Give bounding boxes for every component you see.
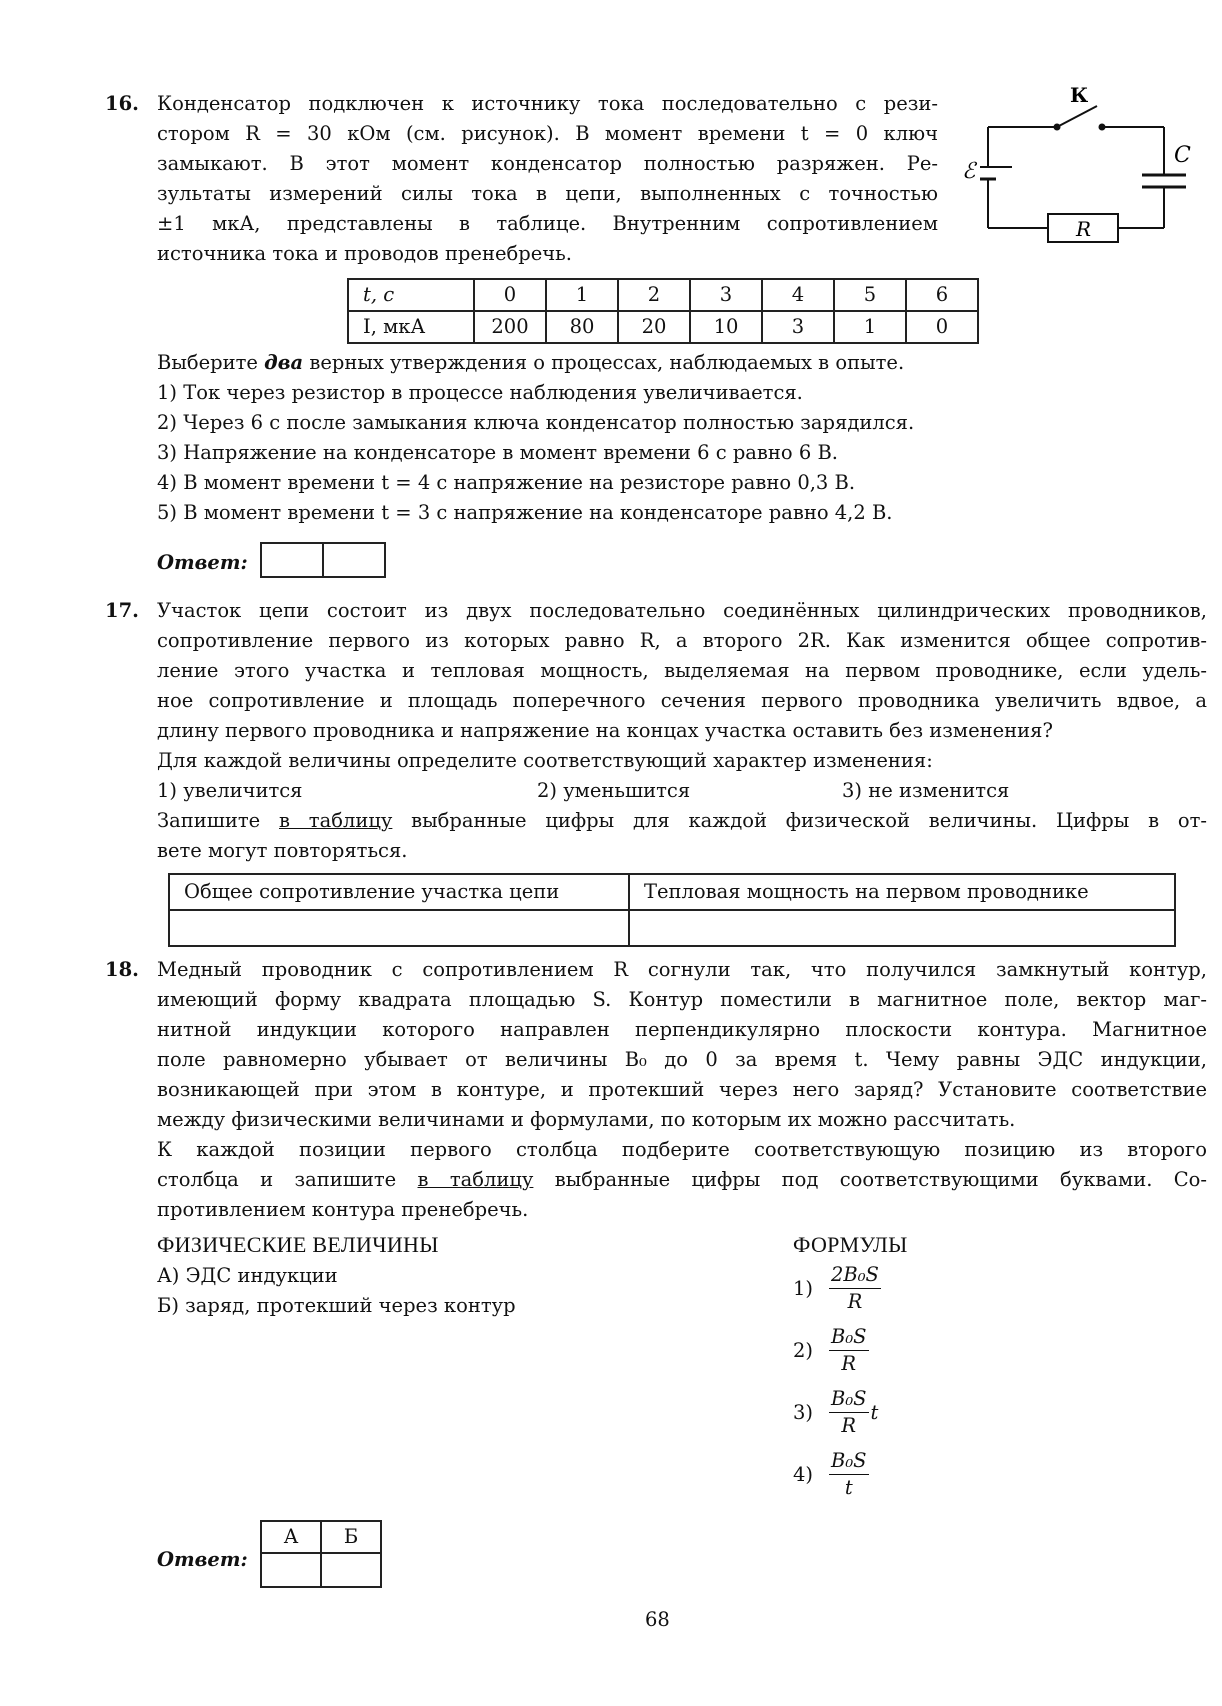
q16-prompt-bold: два: [264, 351, 304, 374]
formula-fraction: [829, 1262, 881, 1315]
q17-line-1: Участок цепи состоит из двух последовательно соединённых цилиндрических проводников,: [157, 599, 1207, 622]
q16-line-1: Конденсатор подключен к источнику тока последовательно с рези-: [157, 92, 938, 115]
q18-col1-heading: ФИЗИЧЕСКИЕ ВЕЛИЧИНЫ: [157, 1232, 439, 1257]
table-cell: 1: [834, 311, 906, 343]
emf-label: ℰ: [962, 159, 976, 184]
q17-header-resistance: Общее сопротивление участка цепи: [169, 874, 629, 910]
table-cell: 0: [906, 311, 978, 343]
q17-instr-pre: Запишите: [157, 809, 280, 832]
table-row-time: [348, 279, 978, 311]
table-cell: 0: [474, 279, 546, 311]
q18-answer-label: Ответ:: [157, 1548, 248, 1571]
question-17-text: [157, 596, 1207, 776]
formula-denominator: R: [841, 1352, 857, 1375]
circuit-diagram: [960, 82, 1200, 252]
q16-prompt: [157, 348, 1207, 378]
q16-line-5: ±1 мкА, представлены в таблице. Внутренним сопротивлением: [157, 212, 938, 235]
formula-denominator: t: [844, 1476, 853, 1499]
table-cell: 3: [690, 279, 762, 311]
q16-option-1: 1) Ток через резистор в процессе наблюдения увеличивается.: [157, 381, 803, 404]
q18-line-4: поле равномерно убывает от величины B₀ до 0 за время t. Чему равны ЭДС индукции,: [157, 1048, 1207, 1071]
formula-fraction: [829, 1324, 869, 1377]
table-cell: 3: [762, 311, 834, 343]
formula-numerator: 2B₀S: [829, 1262, 881, 1289]
q17-answer-cell-1[interactable]: [169, 910, 629, 946]
table-cell: 2: [618, 279, 690, 311]
q17-choice-2: 2) уменьшится: [537, 779, 691, 802]
q16-line-2: стором R = 30 кОм (см. рисунок). В момент времени t = 0 ключ: [157, 122, 938, 145]
table-cell: 1: [546, 279, 618, 311]
q17-instr-post: выбранные цифры для каждой физической величины. Цифры в от-: [392, 809, 1208, 832]
q18-instr-underlined: в таблицу: [417, 1168, 534, 1191]
q18-formula-2: [793, 1324, 869, 1377]
q17-line-2: сопротивление первого из которых равно R, а второго 2R. Как изменится общее сопротив-: [157, 629, 1207, 652]
q18-answer-col-b: Б: [321, 1521, 381, 1553]
q18-formula-3: [793, 1386, 878, 1439]
q16-line-4: зультаты измерений силы тока в цепи, выполненных с точностью: [157, 182, 938, 205]
q18-line-3: нитной индукции которого направлен перпендикулярно плоскости контура. Магнитное: [157, 1018, 1207, 1041]
q18-formula-1: [793, 1262, 881, 1315]
capacitor-label: C: [1174, 143, 1191, 168]
formula-denominator: R: [841, 1414, 857, 1437]
q17-instr-line-2: вете могут повторяться.: [157, 839, 408, 862]
formula-number: 3): [793, 1400, 814, 1424]
q18-answer-col-a: А: [261, 1521, 321, 1553]
formula-numerator: B₀S: [829, 1386, 869, 1413]
question-18-text: [157, 955, 1207, 1225]
q18-answer-table: [260, 1520, 382, 1588]
question-16-number: 16.: [105, 92, 139, 115]
q17-choice-3: 3) не изменится: [842, 779, 1010, 802]
formula-fraction: [829, 1448, 869, 1501]
q16-prompt-post: верных утверждения о процессах, наблюдаемых в опыте.: [303, 351, 905, 374]
table-cell: 10: [690, 311, 762, 343]
switch-blade: [1057, 106, 1097, 127]
table-cell: 20: [618, 311, 690, 343]
table-row-current: [348, 311, 978, 343]
q18-instr-line-1: К каждой позиции первого столбца подберите соответствующую позицию из второго: [157, 1138, 1207, 1161]
q18-line-5: возникающей при этом в контуре, и протекший через него заряд? Установите соответствие: [157, 1078, 1207, 1101]
q18-col2-heading: ФОРМУЛЫ: [793, 1232, 908, 1257]
question-16-text: [157, 89, 938, 269]
formula-number: 1): [793, 1276, 814, 1300]
q16-options: [157, 378, 1207, 528]
switch-label: К: [1070, 83, 1089, 107]
q16-prompt-pre: Выберите: [157, 351, 265, 374]
q18-line-6: между физическими величинами и формулами, по которым их можно рассчитать.: [157, 1108, 1016, 1131]
q17-line-5: длину первого проводника и напряжение на концах участка оставить без изменения?: [157, 719, 1053, 742]
q16-answer-cell-1[interactable]: [260, 542, 324, 578]
q17-line-6: Для каждой величины определите соответствующий характер изменения:: [157, 749, 933, 772]
page-number: 68: [645, 1608, 670, 1631]
q16-option-3: 3) Напряжение на конденсаторе в момент времени 6 с равно 6 В.: [157, 441, 838, 464]
q18-instr-pre: столбца и запишите: [157, 1168, 418, 1191]
q16-option-2: 2) Через 6 с после замыкания ключа конденсатор полностью зарядился.: [157, 411, 915, 434]
table-cell: 200: [474, 311, 546, 343]
measurement-table: [347, 278, 979, 344]
q17-instructions: [157, 806, 1207, 866]
q17-choice-1: 1) увеличится: [157, 779, 303, 802]
formula-numerator: B₀S: [829, 1324, 869, 1351]
table-cell: 5: [834, 279, 906, 311]
q18-line-2: имеющий форму квадрата площадью S. Контур поместили в магнитное поле, вектор маг-: [157, 988, 1207, 1011]
q17-answer-table: [168, 873, 1176, 947]
q16-answer-cell-2[interactable]: [322, 542, 386, 578]
table-header-current: I, мкА: [348, 311, 474, 343]
q16-option-5: 5) В момент времени t = 3 с напряжение на конденсаторе равно 4,2 В.: [157, 501, 893, 524]
q16-line-3: замыкают. В этот момент конденсатор полностью разряжен. Ре-: [157, 152, 938, 175]
q18-answer-cell-a[interactable]: [261, 1553, 321, 1587]
formula-number: 2): [793, 1338, 814, 1362]
formula-number: 4): [793, 1462, 814, 1486]
q17-header-power: Тепловая мощность на первом проводнике: [629, 874, 1175, 910]
resistor-label: R: [1076, 217, 1092, 241]
q18-quantity-a: А) ЭДС индукции: [157, 1264, 338, 1287]
q16-option-4: 4) В момент времени t = 4 с напряжение на резисторе равно 0,3 В.: [157, 471, 856, 494]
q18-instr-post: выбранные цифры под соответствующими буквами. Со-: [533, 1168, 1208, 1191]
q16-answer-label: Ответ:: [157, 551, 248, 574]
q18-line-1: Медный проводник с сопротивлением R согнули так, что получился замкнутый контур,: [157, 958, 1207, 981]
q18-instr-line-3: противлением контура пренебречь.: [157, 1198, 529, 1221]
q18-answer-cell-b[interactable]: [321, 1553, 381, 1587]
formula-numerator: B₀S: [829, 1448, 869, 1475]
q18-formula-4: [793, 1448, 869, 1501]
q16-answer-box[interactable]: [262, 542, 386, 578]
table-cell: 6: [906, 279, 978, 311]
q17-instr-underlined: в таблицу: [279, 809, 393, 832]
q16-line-6: источника тока и проводов пренебречь.: [157, 242, 572, 265]
q17-answer-cell-2[interactable]: [629, 910, 1175, 946]
question-18-number: 18.: [105, 958, 139, 981]
formula-fraction: [829, 1386, 869, 1439]
question-17-number: 17.: [105, 599, 139, 622]
table-cell: 80: [546, 311, 618, 343]
formula-denominator: R: [847, 1290, 863, 1313]
q17-line-4: ное сопротивление и площадь поперечного сечения первого проводника увеличить вдвое, а: [157, 689, 1207, 712]
formula-tail: t: [870, 1400, 879, 1424]
q17-line-3: ление этого участка и тепловая мощность, выделяемая на первом проводнике, если удель-: [157, 659, 1207, 682]
table-header-time: t, с: [348, 279, 474, 311]
table-cell: 4: [762, 279, 834, 311]
q18-quantity-b: Б) заряд, протекший через контур: [157, 1294, 516, 1317]
